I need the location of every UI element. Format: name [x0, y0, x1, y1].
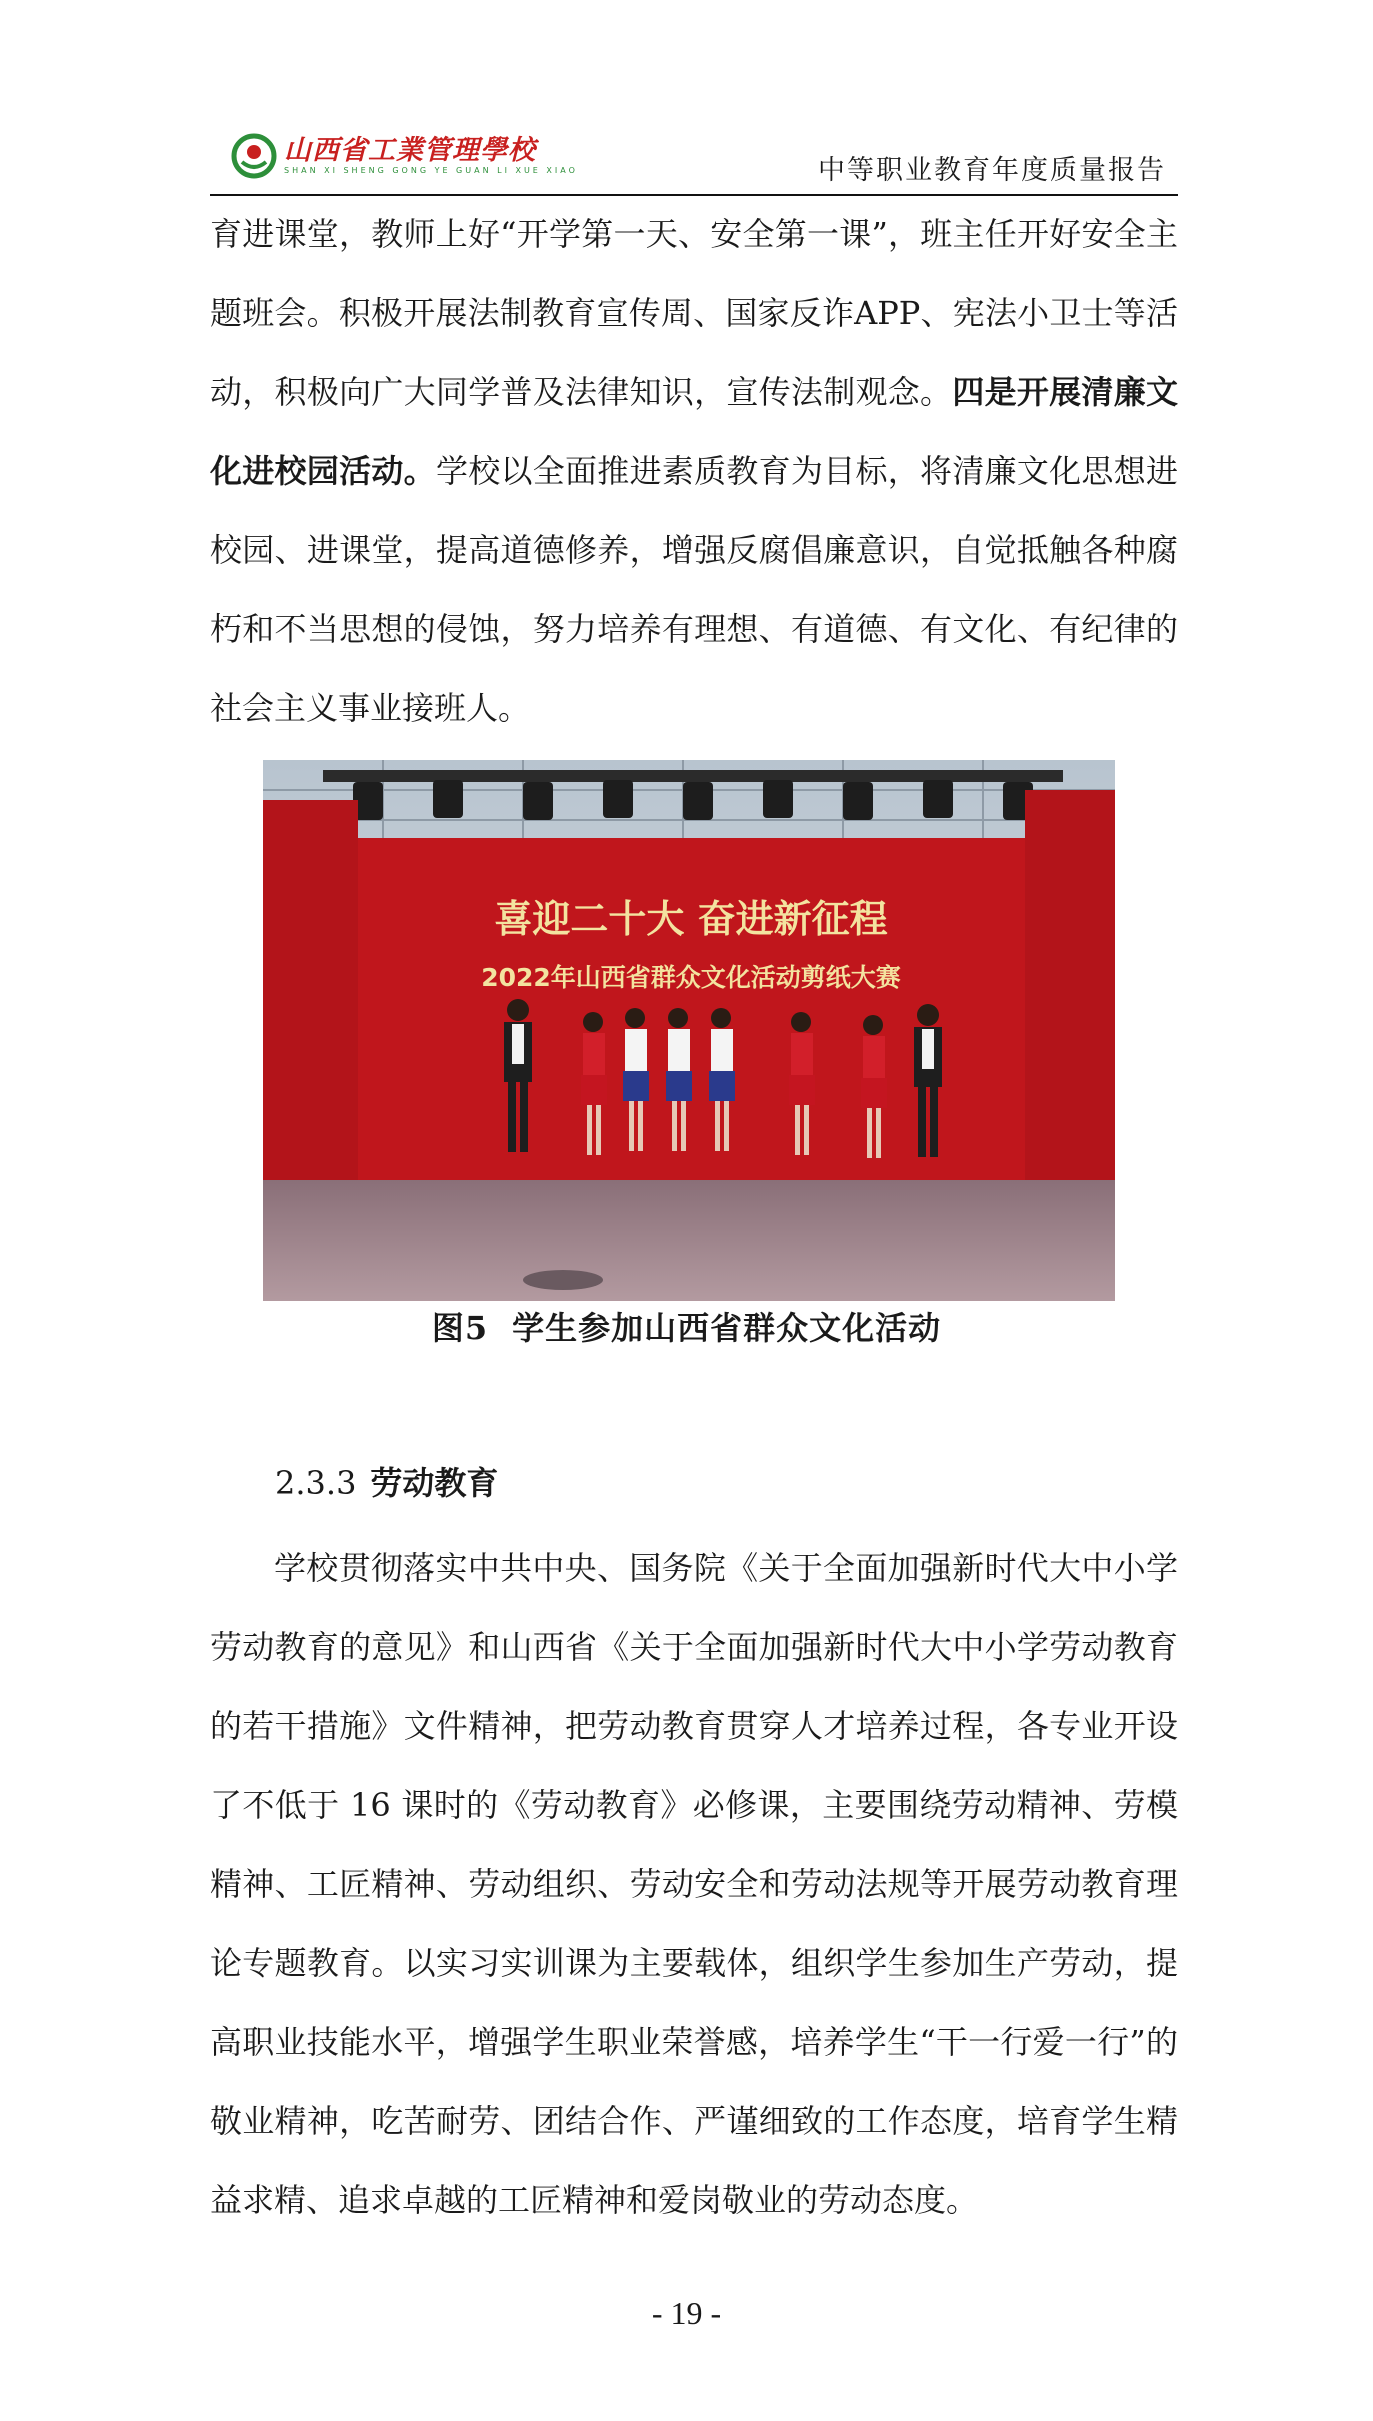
banner-line-2: 2022年山西省群众文化活动剪纸大赛 [481, 963, 901, 992]
logo-chinese-name: 山西省工業管理學校 [284, 135, 536, 166]
figure-caption [0, 1303, 1373, 1349]
figure-number: 图5 [431, 1309, 489, 1347]
figure-caption-text: 学生参加山西省群众文化活动 [512, 1309, 942, 1347]
event-photo [263, 760, 1115, 1301]
banner-line-1: 喜迎二十大 奋进新征程 [494, 897, 888, 941]
page-number: - 19 - [651, 2295, 722, 2331]
school-emblem-icon [230, 132, 278, 180]
report-title: 中等职业教育年度质量报告 [818, 155, 1166, 186]
logo-pinyin-name: SHAN XI SHENG GONG YE GUAN LI XUE XIAO [284, 166, 578, 175]
section-title: 劳动教育 [370, 1464, 499, 1502]
school-logo [230, 132, 578, 180]
bold-lead-integrity-culture: 四是开展清廉文化进校园活动。 [210, 373, 1178, 490]
paragraph-law-and-integrity [210, 195, 1178, 748]
paragraph-text: 育进课堂，教师上好“开学第一天、安全第一课”，班主任开好安全主题班会。积极开展法制教育宣传周、国家反诈APP、宪法小卫士等活动，积极向广大同学普及法律知识，宣传法制观念。 [210, 215, 1178, 411]
paragraph-text: 学校以全面推进素质教育为目标，将清廉文化思想进校园、进课堂，提高道德修养，增强反腐倡廉意识，自觉抵触各种腐朽和不当思想的侵蚀，努力培养有理想、有道德、有文化、有纪律的社会主义事业接班人。 [210, 452, 1178, 727]
section-number: 2.3.3 [275, 1464, 357, 1502]
page-header [210, 128, 1178, 196]
paragraph-labor-education: 学校贯彻落实中共中央、国务院《关于全面加强新时代大中小学劳动教育的意见》和山西省《关于全面加强新时代大中小学劳动教育的若干措施》文件精神，把劳动教育贯穿人才培养过程，各专业开设了不低于 16 课时的《劳动教育》必修课，主要围绕劳动精神、劳模精神、工匠精神、劳动组织、劳动安全和劳动法规等开展劳动教育理论专题教育。以实习实训课为主要载体，组织学生参加生产劳动，提高职业技能水平，增强学生职业荣誉感，培养学生“干一行爱一行”的敬业精神，吃苦耐劳、团结合作、严谨细致的工作态度，培育学生精益求精、追求卓越的工匠精神和爱岗敬业的劳动态度。 [210, 1549, 1178, 2219]
section-heading [275, 1458, 498, 1504]
